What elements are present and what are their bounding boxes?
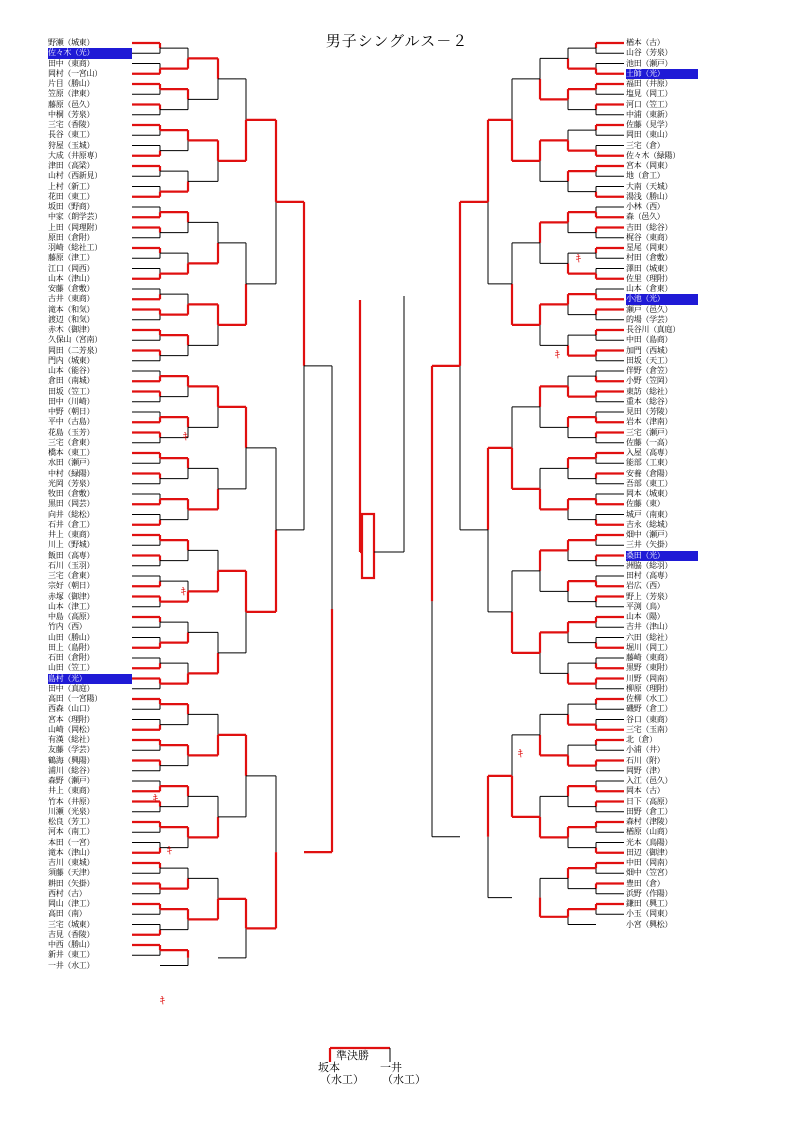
walkover-mark: ｷ xyxy=(160,996,165,1007)
player-name: 山田（勝山） xyxy=(48,632,95,642)
player-name: 島村（光） xyxy=(48,674,132,684)
player-name: 福田（井原） xyxy=(626,79,673,88)
player-name: 岡本（城東） xyxy=(626,489,673,498)
final-center-box xyxy=(362,514,374,578)
player-name: 津田（高梁） xyxy=(48,161,95,170)
player-name: 花島（玉芳） xyxy=(48,427,95,437)
player-name: 門内（城東） xyxy=(48,355,95,365)
player-name: 石田（倉附） xyxy=(48,653,95,662)
player-name: 田坂（笠工） xyxy=(48,386,95,396)
player-name: 森野（瀬戸） xyxy=(48,776,95,785)
player-name: 楢本（古） xyxy=(626,38,665,47)
player-name: 磯野（倉工） xyxy=(626,704,673,714)
player-name: 三宅（倉東） xyxy=(48,571,95,580)
player-name: 佐里（理附） xyxy=(626,273,673,283)
player-name: 山本（能谷） xyxy=(48,366,95,375)
player-name: 高田（一宮陽） xyxy=(48,694,102,703)
player-name: 羽崎（総社工） xyxy=(48,243,102,252)
player-name: 石井（倉工） xyxy=(48,519,95,529)
player-name: 吉永（総城） xyxy=(626,519,673,529)
player-name: 川野（岡南） xyxy=(626,673,673,683)
player-name: 江口（岡西） xyxy=(48,263,95,273)
player-name: 湯浅（勝山） xyxy=(626,191,673,201)
player-name: 梶谷（東商） xyxy=(626,232,673,242)
player-name: 見田（芳陵） xyxy=(626,407,673,416)
player-name: 柳原（理附） xyxy=(626,683,673,693)
player-name: 上田（岡理附） xyxy=(48,222,102,232)
player-name: 田辺（御津） xyxy=(626,847,673,857)
player-name: 井上（東商） xyxy=(48,530,95,539)
player-name: 竹本（井原） xyxy=(48,796,95,806)
player-name: 畑中（笠宮） xyxy=(626,868,673,878)
player-name: 三井（矢掛） xyxy=(626,540,673,550)
player-name: 吉井（津山） xyxy=(626,622,673,632)
player-name: 的場（学芸） xyxy=(626,314,673,324)
player-name: 東訪（総社） xyxy=(626,386,673,396)
player-name: 加門（西城） xyxy=(626,345,673,355)
player-name: 佐藤（一高） xyxy=(626,437,673,447)
player-name: 六田（総社） xyxy=(626,632,673,642)
player-name: 吾部（東工） xyxy=(626,478,673,488)
player-name: 藤原（津工） xyxy=(48,253,95,263)
player-name: 新井（東工） xyxy=(48,950,95,960)
player-name: 楢原（山商） xyxy=(626,827,673,837)
player-name: 藤原（邑久） xyxy=(48,99,95,109)
player-name: 赤木（御津） xyxy=(48,325,95,334)
player-name: 山田（笠工） xyxy=(48,663,95,673)
player-name: 岡野（津） xyxy=(626,765,665,775)
final-right-school: （水工） xyxy=(382,1073,426,1086)
player-name: 田中（川崎） xyxy=(48,396,95,406)
player-name: 岡本（古） xyxy=(626,786,665,796)
player-name: 飯田（高専） xyxy=(48,550,95,560)
final-left-school: （水工） xyxy=(320,1073,364,1086)
final-right-name: 一井 xyxy=(380,1061,402,1074)
player-name: 谷口（東商） xyxy=(626,714,673,724)
player-name: 浜野（作陽） xyxy=(626,888,673,898)
player-name: 三宅（城東） xyxy=(48,919,95,929)
player-name: 長谷川（真庭） xyxy=(626,325,680,334)
player-name: 山本（津山） xyxy=(48,273,95,283)
player-name: 中桐（芳泉） xyxy=(48,109,95,119)
player-name: 有漢（総社） xyxy=(48,735,95,744)
player-name: 澤田（城東） xyxy=(626,263,673,273)
player-name: 滝本（津山） xyxy=(48,847,95,857)
player-name: 片目（勝山） xyxy=(48,79,95,88)
player-name: 村田（倉敷） xyxy=(626,253,673,263)
player-name: 本田（一宮） xyxy=(48,837,95,847)
player-name: 森村（津陵） xyxy=(626,817,673,826)
player-name: 能部（工東） xyxy=(626,458,673,468)
player-name: 佐藤（見学） xyxy=(626,120,673,129)
player-name: 松良（芳工） xyxy=(48,817,95,826)
player-name: 狩屋（玉城） xyxy=(48,140,95,150)
player-name: 竹内（西） xyxy=(48,622,87,632)
player-name: 野上（芳泉） xyxy=(626,591,673,601)
player-name: 岡田（二芳泉） xyxy=(48,345,102,355)
player-name: 田上（島附） xyxy=(48,642,95,652)
player-name: 上村（新工） xyxy=(48,181,95,191)
player-name: 桑田（光） xyxy=(626,551,698,561)
player-name: 光岡（芳泉） xyxy=(48,478,95,488)
player-name: 耕田（矢掛） xyxy=(48,878,95,888)
player-name: 佐々木（緑陽） xyxy=(626,150,680,160)
player-name: 安養（倉陽） xyxy=(626,468,673,478)
player-name: 小林（西） xyxy=(626,202,665,211)
player-name: 長谷（東工） xyxy=(48,130,95,140)
player-name: 田中（東商） xyxy=(48,58,95,68)
player-name: 渡辺（和気） xyxy=(48,314,95,324)
player-name: 山村（西新見） xyxy=(48,171,102,181)
player-name: 笠原（津東） xyxy=(48,89,95,99)
player-name: 石川（玉羽） xyxy=(48,560,95,570)
player-name: 倉田（南城） xyxy=(48,376,95,386)
player-name: 小浦（井） xyxy=(626,745,665,755)
player-name: 入屋（高専） xyxy=(626,448,673,457)
player-name: 星尾（岡東） xyxy=(626,243,673,252)
player-name: 石川（附） xyxy=(626,755,665,765)
player-name: 藤崎（東商） xyxy=(626,653,673,662)
walkover-mark: ｷ xyxy=(153,794,158,805)
player-name: 城戸（南東） xyxy=(626,509,673,519)
player-name: 川瀬（光泉） xyxy=(48,806,95,816)
player-name: 一井（水工） xyxy=(48,960,95,970)
player-name: 大南（天城） xyxy=(626,181,673,191)
player-name: 滝本（和気） xyxy=(48,304,95,314)
final-label: 準決勝 xyxy=(336,1049,369,1062)
player-name: 三宅（倉） xyxy=(626,140,665,150)
player-name: 古井（東商） xyxy=(48,294,95,304)
player-name: 吉見（香陵） xyxy=(48,929,95,939)
player-name: 平中（古島） xyxy=(48,417,95,427)
player-name: 水田（瀬戸） xyxy=(48,458,95,468)
player-name: 山谷（芳泉） xyxy=(626,48,673,58)
player-name: 畑中（瀬戸） xyxy=(626,530,673,539)
player-name: 中西（勝山） xyxy=(48,940,95,949)
player-name: 友藤（学芸） xyxy=(48,745,95,755)
player-name: 宮本（理附） xyxy=(48,714,95,724)
player-name: 北（倉） xyxy=(626,735,657,744)
player-name: 入江（邑久） xyxy=(626,776,673,785)
player-name: 西森（山口） xyxy=(48,704,95,714)
player-name: 佐柳（水工） xyxy=(626,694,673,703)
player-name: 牧田（倉敷） xyxy=(48,489,95,498)
player-name: 宗好（朝日） xyxy=(48,581,95,591)
player-name: 坂田（野商） xyxy=(48,202,95,211)
player-name: 塩見（岡工） xyxy=(626,89,673,99)
player-name: 豊田（倉） xyxy=(626,878,665,888)
player-name: 高田（南） xyxy=(48,909,87,919)
player-name: 大成（井原専） xyxy=(48,150,102,160)
player-name: 佐々木（光） xyxy=(48,48,132,58)
player-name: 浦川（総谷） xyxy=(48,765,95,775)
player-name: 宮本（岡東） xyxy=(626,161,673,170)
player-name: 吉川（東城） xyxy=(48,858,95,867)
player-name: 岡田（東山） xyxy=(626,130,673,140)
player-name: 中家（朗学芸） xyxy=(48,212,102,222)
player-name: 伴野（倉笠） xyxy=(626,366,673,375)
player-name: 小野（笠岡） xyxy=(626,376,673,386)
player-name: 三宅（玉南） xyxy=(626,724,673,734)
player-name: 橋本（東工） xyxy=(48,448,95,457)
player-name: 山崎（岡松） xyxy=(48,724,95,734)
player-name: 瀬戸（邑久） xyxy=(626,304,673,314)
player-name: 野瀬（城東） xyxy=(48,38,95,47)
player-name: 中田（島商） xyxy=(626,335,673,345)
player-name: 河本（南工） xyxy=(48,827,95,837)
player-name: 西村（古） xyxy=(48,888,87,898)
walkover-mark: ｷ xyxy=(183,432,188,443)
player-name: 田野（倉工） xyxy=(626,806,673,816)
player-name: 鶴海（興陽） xyxy=(48,755,95,765)
player-name: 鎌田（興工） xyxy=(626,899,673,908)
player-name: 吉田（総谷） xyxy=(626,222,673,232)
player-name: 光本（鳥陽） xyxy=(626,837,673,847)
player-name: 中島（高原） xyxy=(48,612,95,621)
player-name: 須藤（天津） xyxy=(48,868,95,878)
page-title: 男子シングルス－２ xyxy=(325,32,469,50)
player-name: 中浦（東新） xyxy=(626,109,673,119)
player-name: 河口（笠工） xyxy=(626,99,673,109)
player-name: 山本（倉東） xyxy=(626,284,673,293)
player-name: 洲脇（総羽） xyxy=(626,560,673,570)
player-name: 山本（陽） xyxy=(626,612,665,621)
player-name: 井上（東商） xyxy=(48,786,95,796)
walkover-mark: ｷ xyxy=(518,749,523,760)
player-name: 原田（倉附） xyxy=(48,232,95,242)
player-name: 小宮（興松） xyxy=(626,919,673,929)
player-name: 三宅（倉東） xyxy=(48,437,95,447)
player-name: 岡村（一宮山） xyxy=(48,68,102,78)
walkover-mark: ｷ xyxy=(576,254,581,265)
player-name: 三宅（瀬戸） xyxy=(626,427,673,437)
player-name: 黒野（東附） xyxy=(626,663,673,673)
player-name: 日下（高原） xyxy=(626,796,673,806)
player-name: 岩本（津南） xyxy=(626,417,673,427)
player-name: 重本（総谷） xyxy=(626,396,673,406)
player-name: 土師（光） xyxy=(626,69,698,79)
player-name: 小池（光） xyxy=(626,294,698,304)
player-name: 田中（真庭） xyxy=(48,683,95,693)
player-name: 森（邑久） xyxy=(626,212,665,222)
player-name: 赤塚（御津） xyxy=(48,591,95,601)
player-name: 向井（総松） xyxy=(48,509,95,519)
player-name: 地（倉工） xyxy=(626,171,665,181)
walkover-mark: ｷ xyxy=(555,350,560,361)
player-name: 川上（野城） xyxy=(48,540,95,550)
player-name: 田坂（天工） xyxy=(626,355,673,365)
player-name: 岡山（津工） xyxy=(48,899,95,908)
walkover-mark: ｷ xyxy=(167,846,172,857)
player-name: 堀川（岡工） xyxy=(626,642,673,652)
player-name: 山本（津工） xyxy=(48,601,95,611)
player-name: 中村（緑陽） xyxy=(48,468,95,478)
player-name: 池田（瀬戸） xyxy=(626,58,673,68)
walkover-mark: ｷ xyxy=(181,587,186,598)
player-name: 安藤（倉敷） xyxy=(48,284,95,293)
player-name: 佐藤（東） xyxy=(626,499,665,509)
player-name: 中田（岡南） xyxy=(626,858,673,867)
player-name: 三宅（香陵） xyxy=(48,120,95,129)
player-name: 中野（朝日） xyxy=(48,407,95,416)
player-name: 岩広（西） xyxy=(626,581,665,591)
final-left-name: 坂本 xyxy=(318,1061,340,1074)
player-name: 平渕（鳥） xyxy=(626,601,665,611)
player-name: 黒田（岡芸） xyxy=(48,499,95,509)
player-name: 久保山（宮南） xyxy=(48,335,102,345)
player-name: 花田（東工） xyxy=(48,191,95,201)
player-name: 田村（高専） xyxy=(626,571,673,580)
player-name: 小玉（岡東） xyxy=(626,909,673,919)
